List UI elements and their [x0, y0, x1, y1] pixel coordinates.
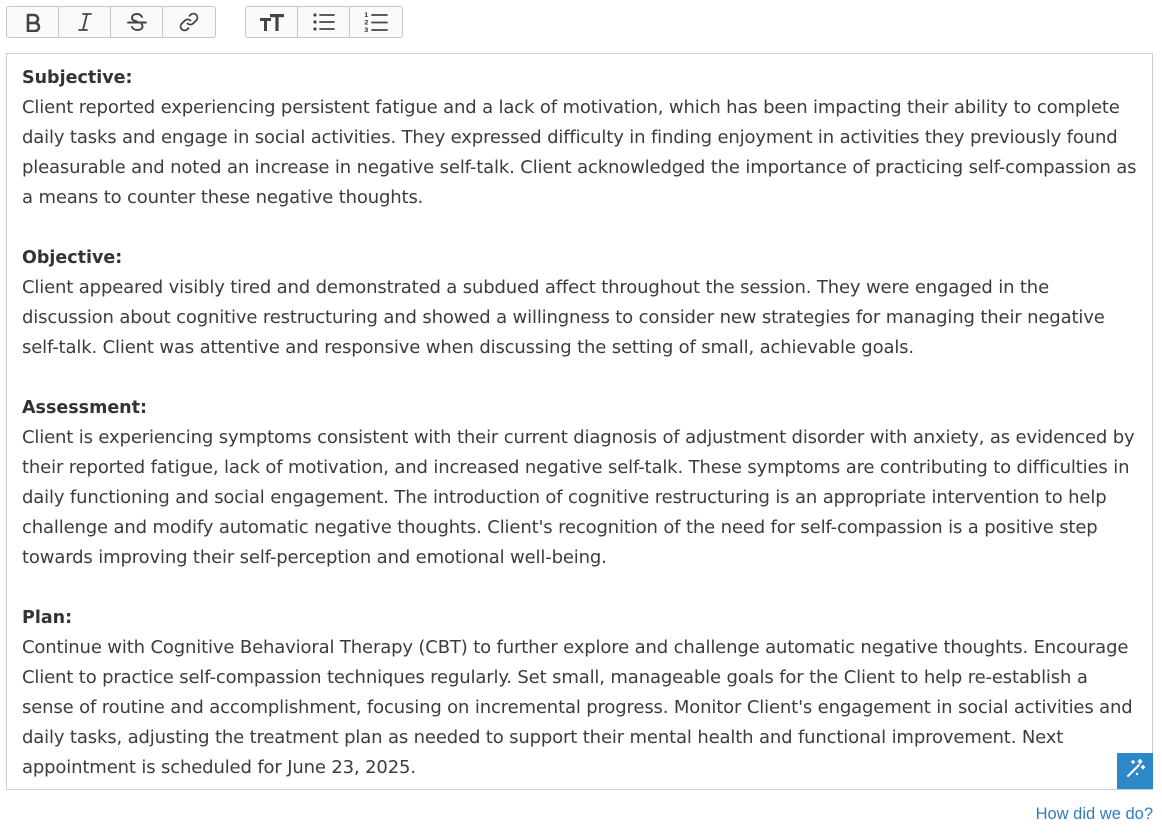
numbered-list-button[interactable] — [350, 7, 402, 37]
bullet-list-icon — [312, 12, 336, 32]
ai-assist-button[interactable] — [1117, 753, 1153, 789]
italic-icon — [75, 12, 95, 32]
section-subjective — [22, 63, 1137, 213]
feedback-link[interactable]: How did we do? — [1035, 805, 1153, 823]
format-toolbar — [6, 6, 216, 38]
strikethrough-button[interactable] — [111, 7, 163, 37]
text-size-button[interactable] — [246, 7, 298, 37]
section-label: Objective: — [22, 248, 123, 268]
section-spacer — [22, 213, 1137, 243]
section-objective — [22, 243, 1137, 363]
section-label: Assessment: — [22, 398, 148, 418]
link-button[interactable] — [163, 7, 215, 37]
section-body: Client reported experiencing persistent fatigue and a lack of motivation, which has been impacting their ability to complete daily tasks and engage in social activities. They expressed difficulty in finding enjoyment in activities they previously found pleasurable and noted an increase in negative self-talk. Client acknowledged the importance of practicing self-compassion as a means to counter these negative thoughts. — [22, 97, 1137, 208]
bold-icon — [23, 12, 43, 32]
strikethrough-icon — [126, 12, 148, 32]
section-body: Continue with Cognitive Behavioral Therapy (CBT) to further explore and challenge automatic negative thoughts. Encourage Client to practice self-compassion techniques regularly. Set small, manageable goals for the Client to help re-establish a sense of routine and accomplishment, focusing on incremental progress. Monitor Client's engagement in social activities and daily tasks, adjusting the treatment plan as needed to support their mental health and functional improvement. Next appointment is scheduled for June 23, 2025. — [22, 637, 1133, 778]
section-body: Client appeared visibly tired and demonstrated a subdued affect throughout the session. They were engaged in the discussion about cognitive restructuring and showed a willingness to consider new strategies for managing their negative self-talk. Client was attentive and responsive when discussing the setting of small, achievable goals. — [22, 277, 1105, 358]
section-spacer — [22, 363, 1137, 393]
numbered-list-icon — [363, 11, 389, 33]
link-icon — [178, 11, 200, 33]
section-label: Subjective: — [22, 68, 133, 88]
italic-button[interactable] — [59, 7, 111, 37]
section-plan — [22, 603, 1137, 783]
bullet-list-button[interactable] — [298, 7, 350, 37]
section-assessment — [22, 393, 1137, 573]
svg-text:2: 2 — [364, 18, 369, 27]
text-size-icon — [259, 11, 285, 33]
section-body: Client is experiencing symptoms consistent with their current diagnosis of adjustment disorder with anxiety, as evidenced by their reported fatigue, lack of motivation, and increased negative self-talk. These symptoms are contributing to difficulties in daily functioning and social engagement. The introduction of cognitive restructuring is an appropriate intervention to help challenge and modify automatic negative thoughts. Client's recognition of the need for self-compassion is a positive step towards improving their self-perception and emotional well-being. — [22, 427, 1135, 568]
section-label: Plan: — [22, 608, 73, 628]
magic-wand-icon — [1124, 758, 1146, 784]
section-spacer — [22, 573, 1137, 603]
block-toolbar — [245, 6, 403, 38]
note-editor[interactable] — [6, 53, 1153, 790]
bold-button[interactable] — [7, 7, 59, 37]
svg-text:1: 1 — [364, 11, 369, 19]
svg-text:3: 3 — [364, 26, 369, 33]
